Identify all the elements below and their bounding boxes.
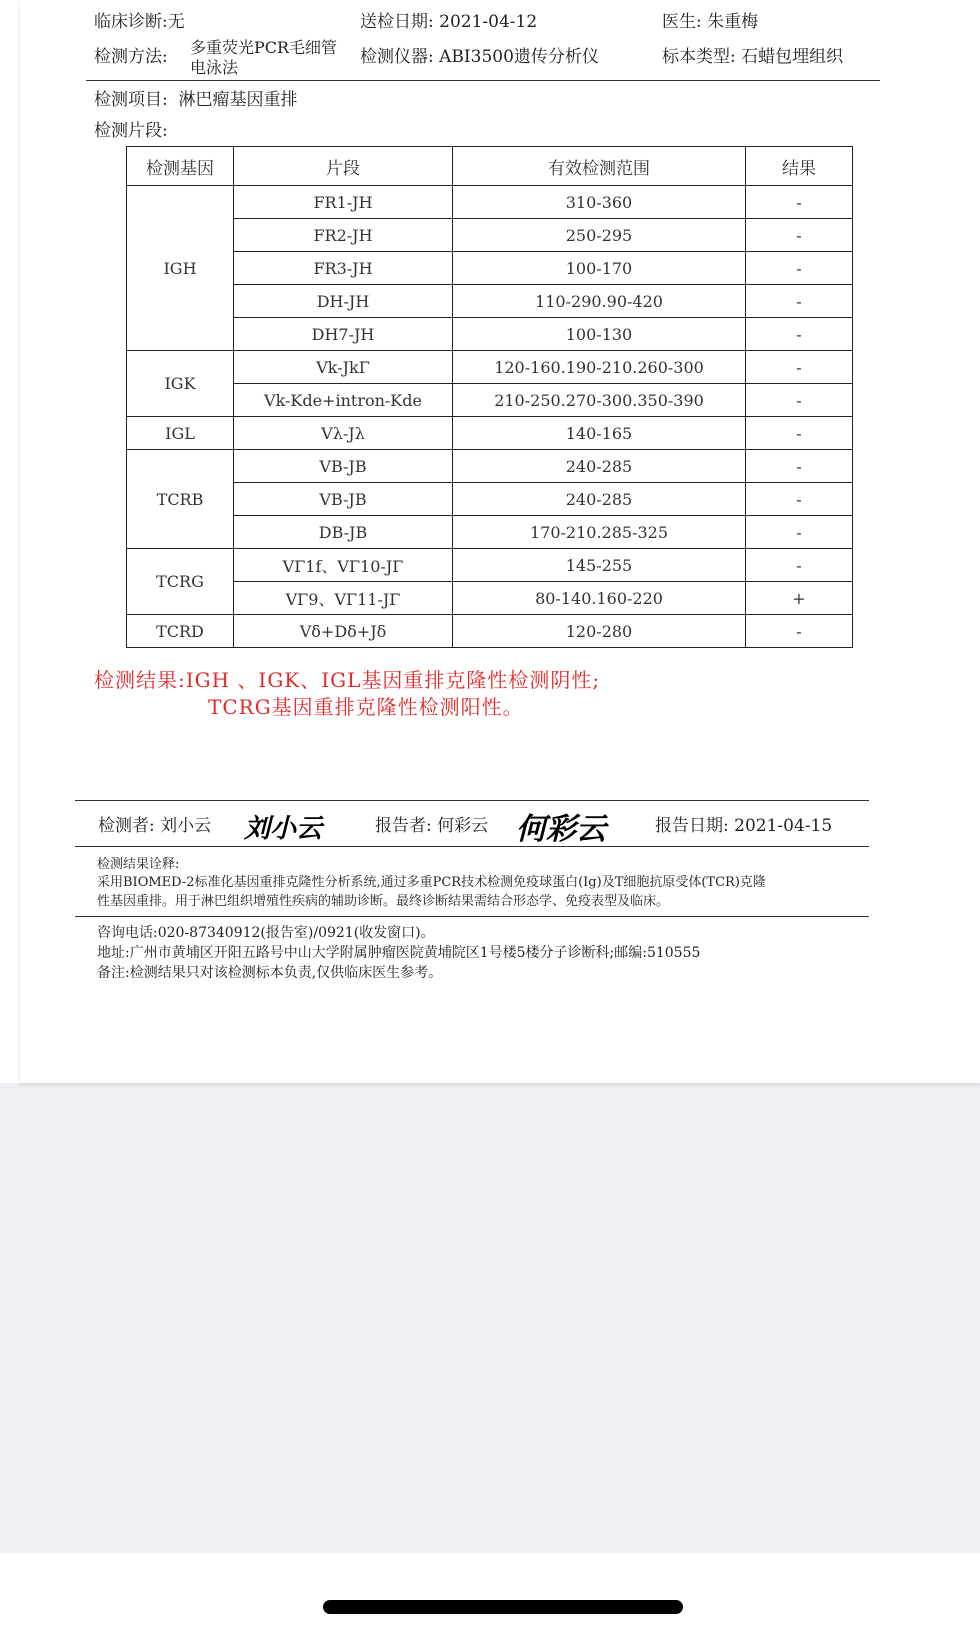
- report-date: 报告日期: 2021-04-15: [655, 816, 833, 836]
- segment-cell: Vλ-Jλ: [234, 417, 453, 450]
- result-cell: -: [746, 516, 853, 549]
- table-row: [127, 285, 853, 318]
- conclusion-line2: TCRG基因重排克隆性检测阳性。: [208, 695, 524, 719]
- segment-cell: VB-JB: [234, 483, 453, 516]
- range-cell: 100-170: [453, 252, 746, 285]
- gene-cell-tcrg: TCRG: [127, 549, 234, 615]
- gene-cell-igh: IGH: [127, 186, 234, 351]
- result-cell: -: [746, 186, 853, 219]
- interpretation-line1: 采用BIOMED-2标准化基因重排克隆性分析系统,通过多重PCR技术检测免疫球蛋白(Ig)及T细胞抗原受体(TCR)克隆: [97, 875, 766, 890]
- segment-cell: FR2-JH: [234, 219, 453, 252]
- result-cell: -: [746, 483, 853, 516]
- result-cell: -: [746, 318, 853, 351]
- segment-cell: DB-JB: [234, 516, 453, 549]
- signature-top-divider: [75, 800, 869, 801]
- range-cell: 310-360: [453, 186, 746, 219]
- range-cell: 240-285: [453, 483, 746, 516]
- column-header: 检测基因: [127, 147, 234, 186]
- range-cell: 240-285: [453, 450, 746, 483]
- conclusion: [94, 667, 600, 721]
- gene-rearrangement-table: [126, 146, 853, 648]
- reporter: 报告者: 何彩云: [375, 816, 489, 836]
- segment-cell: VΓ9、VΓ11-JΓ: [234, 582, 453, 615]
- range-cell: 110-290.90-420: [453, 285, 746, 318]
- range-cell: 100-130: [453, 318, 746, 351]
- segments-label: 检测片段:: [94, 121, 168, 141]
- column-header: 结果: [746, 147, 853, 186]
- gene-cell-tcrb: TCRB: [127, 450, 234, 549]
- result-cell: -: [746, 615, 853, 648]
- conclusion-line1: 检测结果:IGH 、IGK、IGL基因重排克隆性检测阴性;: [94, 668, 601, 692]
- table-row: [127, 483, 853, 516]
- table-row: [127, 516, 853, 549]
- method-value-line2: 电泳法: [190, 58, 239, 77]
- range-cell: 80-140.160-220: [453, 582, 746, 615]
- method-label: 检测方法:: [94, 47, 168, 67]
- segment-cell: FR1-JH: [234, 186, 453, 219]
- specimen-type: 标本类型: 石蜡包埋组织: [662, 47, 844, 67]
- segment-cell: VB-JB: [234, 450, 453, 483]
- segment-cell: Vk-JkΓ: [234, 351, 453, 384]
- interpretation-line2: 性基因重排。用于淋巴组织增殖性疾病的辅助诊断。最终诊断结果需结合形态学、免疫表型及临床。: [97, 894, 670, 909]
- table-row: [127, 186, 853, 219]
- footer-note: 备注:检测结果只对该检测标本负责,仅供临床医生参考。: [97, 965, 443, 981]
- doctor: 医生: 朱重梅: [662, 12, 759, 32]
- submit-date: 送检日期: 2021-04-12: [360, 12, 538, 32]
- table-row: [127, 351, 853, 384]
- result-cell: -: [746, 384, 853, 417]
- segment-cell: FR3-JH: [234, 252, 453, 285]
- result-cell: -: [746, 417, 853, 450]
- gene-cell-igl: IGL: [127, 417, 234, 450]
- header-divider: [86, 80, 880, 81]
- result-cell: -: [746, 252, 853, 285]
- footer-address: 地址:广州市黄埔区开阳五路号中山大学附属肿瘤医院黄埔院区1号楼5楼分子诊断科;邮编:510555: [97, 945, 701, 961]
- result-cell: -: [746, 285, 853, 318]
- range-cell: 120-160.190-210.260-300: [453, 351, 746, 384]
- table-row: [127, 417, 853, 450]
- table-row: [127, 450, 853, 483]
- segment-cell: DH7-JH: [234, 318, 453, 351]
- table-row: [127, 318, 853, 351]
- result-cell: -: [746, 549, 853, 582]
- result-cell: -: [746, 351, 853, 384]
- gene-cell-igk: IGK: [127, 351, 234, 417]
- table-header-row: [127, 147, 853, 186]
- table-row: [127, 582, 853, 615]
- gene-cell-tcrd: TCRD: [127, 615, 234, 648]
- range-cell: 170-210.285-325: [453, 516, 746, 549]
- interpretation-title: 检测结果诠释:: [97, 857, 180, 872]
- table-row: [127, 549, 853, 582]
- home-indicator[interactable]: [323, 1600, 683, 1614]
- table-row: [127, 384, 853, 417]
- table-row: [127, 615, 853, 648]
- range-cell: 120-280: [453, 615, 746, 648]
- tester-signature: 刘小云: [244, 814, 323, 844]
- table-row: [127, 252, 853, 285]
- signature-bottom-divider: [75, 846, 869, 847]
- test-item: 检测项目: 淋巴瘤基因重排: [94, 90, 298, 110]
- tester: 检测者: 刘小云: [98, 816, 212, 836]
- footer-phone: 咨询电话:020-87340912(报告室)/0921(收发窗口)。: [97, 925, 435, 941]
- segment-cell: Vδ+Dδ+Jδ: [234, 615, 453, 648]
- range-cell: 250-295: [453, 219, 746, 252]
- app-background: [0, 1083, 980, 1553]
- range-cell: 210-250.270-300.350-390: [453, 384, 746, 417]
- result-cell: -: [746, 219, 853, 252]
- footer-divider: [75, 916, 869, 917]
- range-cell: 140-165: [453, 417, 746, 450]
- table-row: [127, 219, 853, 252]
- column-header: 有效检测范围: [453, 147, 746, 186]
- reporter-signature: 何彩云: [516, 812, 606, 847]
- result-cell: +: [746, 582, 853, 615]
- range-cell: 145-255: [453, 549, 746, 582]
- result-cell: -: [746, 450, 853, 483]
- segment-cell: VΓ1f、VΓ10-JΓ: [234, 549, 453, 582]
- instrument: 检测仪器: ABI3500遗传分析仪: [360, 47, 599, 67]
- column-header: 片段: [234, 147, 453, 186]
- segment-cell: Vk-Kde+intron-Kde: [234, 384, 453, 417]
- clinical-diagnosis: 临床诊断:无: [94, 12, 185, 32]
- segment-cell: DH-JH: [234, 285, 453, 318]
- method-value-line1: 多重荧光PCR毛细管: [190, 38, 338, 57]
